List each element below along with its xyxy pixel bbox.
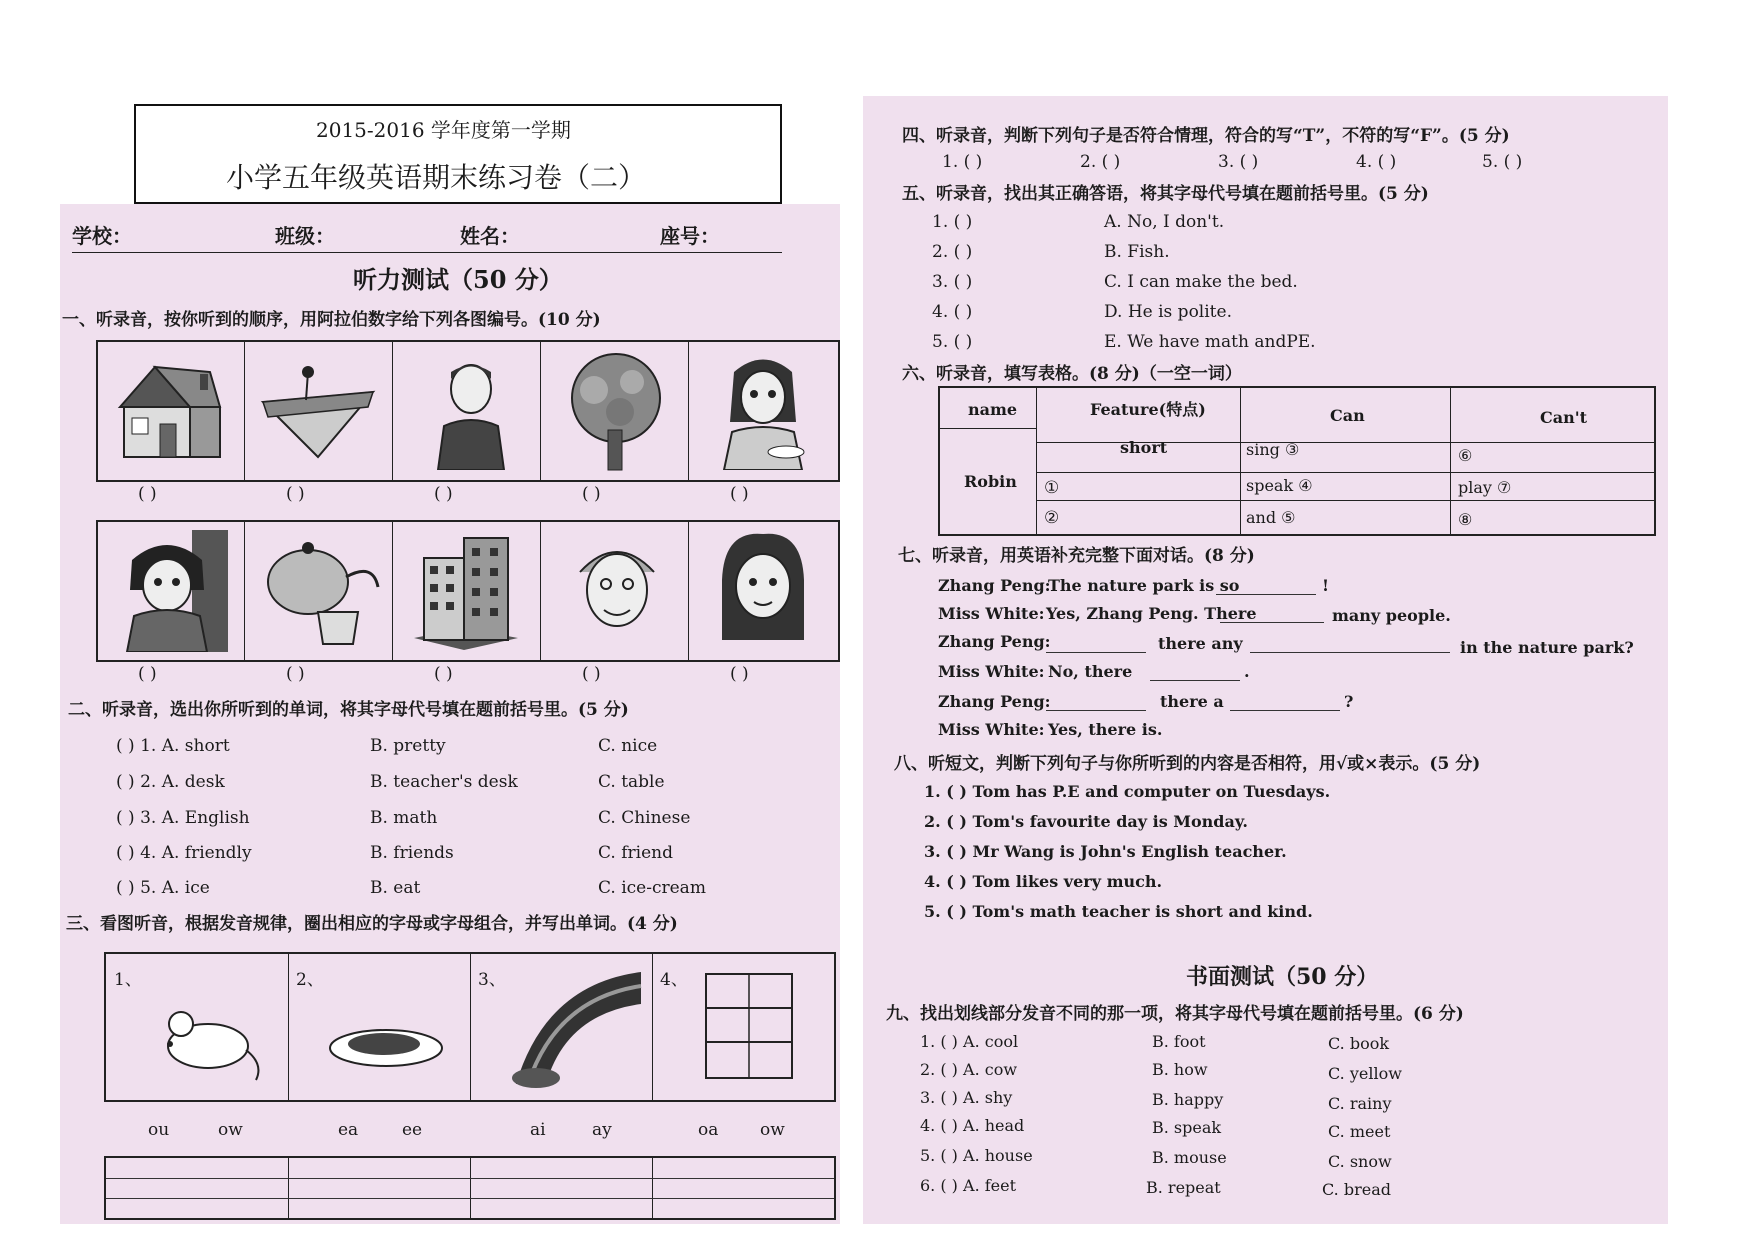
part3-opt-4a: oa	[698, 1120, 719, 1140]
table-cant-2[interactable]: play ⑦	[1458, 478, 1512, 497]
part9-q6-b: B. repeat	[1146, 1178, 1221, 1197]
dialogue-end-4: .	[1244, 662, 1250, 681]
dialogue-blank-3a[interactable]	[1046, 652, 1146, 653]
part2-q4: ( ) 4. A. friendly	[116, 843, 252, 863]
part2-q3: ( ) 3. A. English	[116, 808, 250, 828]
part4-item-4: 4. ( )	[1356, 152, 1397, 172]
part9-q5-c: C. snow	[1328, 1152, 1392, 1171]
part9-q2-c: C. yellow	[1328, 1064, 1402, 1083]
part8-heading: 八、听短文，判断下列句子与你所听到的内容是否相符，用√或×表示。(5 分)	[894, 754, 1481, 774]
part9-q5-b: B. mouse	[1152, 1148, 1227, 1167]
part2-q5: ( ) 5. A. ice	[116, 878, 210, 898]
table-cant-1[interactable]: ⑥	[1458, 446, 1473, 465]
table-blank-1[interactable]: ①	[1044, 478, 1060, 498]
old-man-picture	[562, 532, 672, 650]
part3-num-4: 4、	[660, 970, 688, 990]
dialogue-speaker-1: Zhang Peng:	[938, 576, 1051, 595]
part9-q1-c: C. book	[1328, 1034, 1390, 1053]
dialogue-speaker-2: Miss White:	[938, 604, 1045, 623]
part9-q3-c: C. rainy	[1328, 1094, 1392, 1113]
part2-q1-b: B. pretty	[370, 736, 446, 756]
part9-q4-c: C. meet	[1328, 1122, 1391, 1141]
school-field-label: 学校：	[72, 224, 132, 248]
dialogue-text-4: No, there	[1048, 662, 1133, 681]
dialogue-end-3: in the nature park?	[1460, 638, 1634, 657]
building-picture	[404, 528, 528, 654]
dialogue-end-1: !	[1322, 576, 1330, 595]
part9-q3-b: B. happy	[1152, 1090, 1224, 1109]
part3-opt-3b: ay	[592, 1120, 612, 1140]
part1-row1-bracket-5: ( )	[730, 484, 749, 504]
part5-answer-e: E. We have math andPE.	[1104, 332, 1316, 352]
part3-picture-grid	[104, 952, 836, 1102]
part3-num-1: 1、	[114, 970, 142, 990]
part5-item-3: 3. ( )	[932, 272, 973, 292]
dialogue-text-3: there any	[1158, 634, 1243, 653]
part2-q1-c: C. nice	[598, 736, 658, 756]
boy-picture	[426, 354, 516, 470]
table-header-name: name	[968, 400, 1018, 419]
mouse-picture	[146, 994, 266, 1084]
part2-heading: 二、听录音，选出你所听到的单词，将其字母代号填在题前括号里。(5 分)	[68, 700, 629, 720]
part2-q4-c: C. friend	[598, 843, 673, 863]
part8-item-2: 2. ( ) Tom's favourite day is Monday.	[924, 812, 1248, 831]
dialogue-end-5: ?	[1344, 692, 1354, 711]
part8-item-1: 1. ( ) Tom has P.E and computer on Tuesdays.	[924, 782, 1331, 801]
part9-q1: 1. ( ) A. cool	[920, 1032, 1019, 1051]
table-blank-2[interactable]: ②	[1044, 508, 1060, 528]
page-title: 小学五年级英语期末练习卷（二）	[226, 161, 647, 194]
table-header-cant: Can't	[1540, 408, 1588, 427]
table-header-feature: Feature(特点)	[1090, 400, 1206, 419]
table-header-can: Can	[1330, 406, 1365, 425]
part3-opt-1a: ou	[148, 1120, 170, 1140]
part9-q4-b: B. speak	[1152, 1118, 1222, 1137]
part3-answer-grid[interactable]	[104, 1156, 836, 1220]
part1-row1-grid	[96, 340, 840, 482]
part1-row1-bracket-2: ( )	[286, 484, 305, 504]
part3-opt-2b: ee	[402, 1120, 423, 1140]
dialogue-text-5: there a	[1160, 692, 1224, 711]
part6-table	[938, 386, 1656, 536]
part2-q5-b: B. eat	[370, 878, 421, 898]
dialogue-blank-5a[interactable]	[1046, 710, 1146, 711]
girl-eating-picture	[704, 352, 822, 470]
part1-heading: 一、听录音，按你听到的顺序，用阿拉伯数字给下列各图编号。(10 分)	[62, 310, 601, 330]
part5-answer-a: A. No, I don't.	[1104, 212, 1225, 232]
part2-q3-c: C. Chinese	[598, 808, 691, 828]
part2-q1: ( ) 1. A. short	[116, 736, 230, 756]
part5-item-2: 2. ( )	[932, 242, 973, 262]
part1-row2-bracket-3: ( )	[434, 664, 453, 684]
part9-q3: 3. ( ) A. shy	[920, 1088, 1013, 1107]
part1-row2-bracket-5: ( )	[730, 664, 749, 684]
class-field-label: 班级：	[275, 224, 335, 248]
year-term: 2015-2016 学年度第一学期	[316, 118, 571, 142]
dialogue-blank-3b[interactable]	[1250, 652, 1450, 653]
table-can-1[interactable]: sing ③	[1246, 440, 1300, 459]
part3-opt-2a: ea	[338, 1120, 359, 1140]
part8-item-4: 4. ( ) Tom likes very much.	[924, 872, 1163, 891]
table-can-3[interactable]: and ⑤	[1246, 508, 1296, 527]
part7-heading: 七、听录音，用英语补充完整下面对话。(8 分)	[898, 546, 1255, 566]
part5-item-1: 1. ( )	[932, 212, 973, 232]
dialogue-speaker-4: Miss White:	[938, 662, 1045, 681]
part4-heading: 四、听录音，判断下列句子是否符合情理，符合的写“T”，不符的写“F”。(5 分)	[902, 126, 1510, 146]
dialogue-blank-1[interactable]	[1216, 594, 1316, 595]
part2-q2-b: B. teacher's desk	[370, 772, 518, 792]
part8-item-3: 3. ( ) Mr Wang is John's English teacher.	[924, 842, 1287, 861]
dialogue-text-1: The nature park is so	[1048, 576, 1240, 595]
part4-item-2: 2. ( )	[1080, 152, 1121, 172]
table-cant-3[interactable]: ⑧	[1458, 510, 1473, 529]
dialogue-end-2: many people.	[1332, 606, 1451, 625]
dialogue-speaker-5: Zhang Peng:	[938, 692, 1051, 711]
dialogue-blank-5b[interactable]	[1230, 710, 1340, 711]
part5-item-5: 5. ( )	[932, 332, 973, 352]
part2-q3-b: B. math	[370, 808, 438, 828]
bookshelf-picture	[686, 968, 806, 1086]
woman-picture	[704, 530, 822, 652]
part9-q2-b: B. how	[1152, 1060, 1208, 1079]
part9-q1-b: B. foot	[1152, 1032, 1206, 1051]
part1-row2-grid	[96, 520, 840, 662]
part2-q2: ( ) 2. A. desk	[116, 772, 225, 792]
part3-num-3: 3、	[478, 970, 506, 990]
part6-heading: 六、听录音，填写表格。(8 分)（一空一词）	[902, 364, 1242, 384]
table-cell-short: short	[1120, 438, 1168, 457]
part1-row1-bracket-4: ( )	[582, 484, 601, 504]
part5-heading: 五、听录音，找出其正确答语，将其字母代号填在题前括号里。(5 分)	[902, 184, 1429, 204]
part9-q6: 6. ( ) A. feet	[920, 1176, 1017, 1195]
part1-row2-bracket-1: ( )	[138, 664, 157, 684]
part4-item-5: 5. ( )	[1482, 152, 1523, 172]
part9-heading: 九、找出划线部分发音不同的那一项，将其字母代号填在题前括号里。(6 分)	[886, 1004, 1464, 1024]
part3-opt-1b: ow	[218, 1120, 243, 1140]
rainbow-picture	[506, 964, 646, 1090]
part5-item-4: 4. ( )	[932, 302, 973, 322]
part3-opt-3a: ai	[530, 1120, 546, 1140]
part2-q4-b: B. friends	[370, 843, 454, 863]
header-underline	[72, 252, 782, 253]
right-page	[863, 96, 1668, 1224]
part1-row1-bracket-3: ( )	[434, 484, 453, 504]
house-picture	[110, 352, 228, 470]
writing-title: 书面测试（50 分）	[1186, 964, 1379, 990]
part2-q5-c: C. ice-cream	[598, 878, 706, 898]
name-field-label: 姓名：	[460, 224, 520, 248]
part4-item-3: 3. ( )	[1218, 152, 1259, 172]
listening-title: 听力测试（50 分）	[353, 265, 563, 294]
part5-answer-b: B. Fish.	[1104, 242, 1170, 262]
part9-q6-c: C. bread	[1322, 1180, 1391, 1199]
table-cell-name: Robin	[964, 472, 1017, 491]
sandwich-picture	[258, 362, 378, 462]
title-box	[134, 104, 782, 204]
dialogue-text-2: Yes, Zhang Peng. There	[1046, 604, 1257, 623]
table-can-2[interactable]: speak ④	[1246, 476, 1313, 495]
dialogue-blank-2[interactable]	[1220, 622, 1324, 623]
dialogue-blank-4[interactable]	[1150, 680, 1240, 681]
fish-dish-picture	[326, 1014, 446, 1074]
tree-picture	[554, 350, 678, 474]
part3-opt-4b: ow	[760, 1120, 785, 1140]
part3-heading: 三、看图听音，根据发音规律，圈出相应的字母或字母组合，并写出单词。(4 分)	[66, 914, 678, 934]
girl-picture	[112, 530, 230, 652]
part1-row2-bracket-4: ( )	[582, 664, 601, 684]
part3-num-2: 2、	[296, 970, 324, 990]
part1-row1-bracket-1: ( )	[138, 484, 157, 504]
seat-field-label: 座号：	[660, 224, 720, 248]
part2-q2-c: C. table	[598, 772, 665, 792]
part4-item-1: 1. ( )	[942, 152, 983, 172]
dialogue-text-6: Yes, there is.	[1048, 720, 1163, 739]
dialogue-speaker-6: Miss White:	[938, 720, 1045, 739]
part9-q2: 2. ( ) A. cow	[920, 1060, 1018, 1079]
part5-answer-d: D. He is polite.	[1104, 302, 1232, 322]
part9-q5: 5. ( ) A. house	[920, 1146, 1033, 1165]
part9-q4: 4. ( ) A. head	[920, 1116, 1025, 1135]
part8-item-5: 5. ( ) Tom's math teacher is short and kind.	[924, 902, 1313, 921]
part5-answer-c: C. I can make the bed.	[1104, 272, 1298, 292]
dialogue-speaker-3: Zhang Peng:	[938, 632, 1051, 651]
part1-row2-bracket-2: ( )	[286, 664, 305, 684]
teapot-picture	[258, 532, 382, 650]
